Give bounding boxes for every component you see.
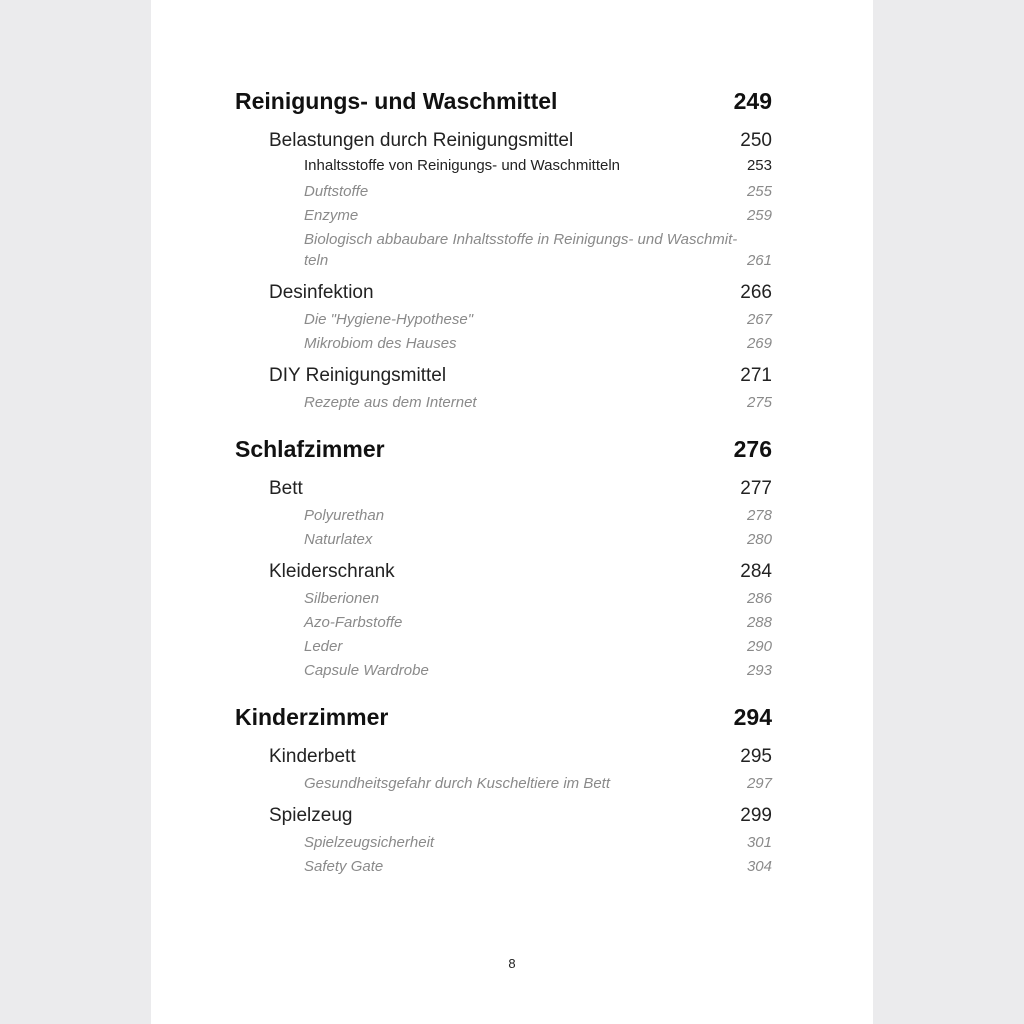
toc-section[interactable]: [235, 744, 772, 770]
toc-topic-page: 290: [746, 638, 772, 655]
toc-subsection-page: 253: [746, 157, 772, 174]
toc-topic-page: 259: [746, 207, 772, 224]
toc-topic-page: 269: [746, 335, 772, 352]
toc-section-page: 266: [740, 282, 772, 303]
toc-topic-page: 301: [746, 834, 772, 851]
toc-topic[interactable]: [235, 181, 772, 202]
toc-topic[interactable]: [235, 660, 772, 681]
toc-topic-page: 280: [746, 531, 772, 548]
toc-section[interactable]: [235, 559, 772, 585]
toc-topic-title: Polyurethan: [304, 507, 385, 524]
toc-topic-page: 288: [746, 614, 772, 631]
toc-topic-title: Silberionen: [304, 590, 380, 607]
toc-topic[interactable]: [235, 773, 772, 794]
toc-section-title: Belastungen durch Reinigungsmittel: [269, 130, 574, 151]
toc-section-title: Desinfektion: [269, 282, 374, 303]
toc-chapter-title: Reinigungs- und Waschmittel: [235, 88, 558, 114]
toc-topic-page: 297: [746, 775, 772, 792]
toc-topic[interactable]: [235, 636, 772, 657]
toc-section-title: Bett: [269, 478, 303, 499]
spacer: [235, 682, 772, 700]
toc-section-page: 295: [740, 746, 772, 767]
toc-chapter[interactable]: [235, 84, 772, 118]
toc-chapter-page: 249: [733, 88, 772, 114]
toc-topic-title: Die "Hygiene-Hypothese": [304, 311, 474, 328]
toc-section[interactable]: [235, 803, 772, 829]
toc-topic-page: 278: [746, 507, 772, 524]
toc-topic-title: Enzyme: [304, 207, 359, 224]
toc-section[interactable]: [235, 128, 772, 154]
toc-chapter-page: 294: [733, 704, 772, 730]
toc-topic-title: Azo-Farbstoffe: [304, 614, 403, 631]
toc-section[interactable]: [235, 280, 772, 306]
toc-topic[interactable]: [235, 505, 772, 526]
toc-topic[interactable]: [235, 309, 772, 330]
toc-topic[interactable]: [235, 333, 772, 354]
document-page: [151, 0, 873, 1024]
toc-topic-page: 293: [746, 662, 772, 679]
toc-section[interactable]: [235, 476, 772, 502]
toc-section-title: Kleiderschrank: [269, 561, 395, 582]
toc-section-page: 299: [740, 805, 772, 826]
toc-subsection[interactable]: [235, 154, 772, 178]
toc-section-page: 271: [740, 365, 772, 386]
toc-chapter-page: 276: [733, 436, 772, 462]
toc-section-page: 277: [740, 478, 772, 499]
toc-topic[interactable]: [235, 588, 772, 609]
toc-topic-page: 255: [746, 183, 772, 200]
toc-topic-title: Biologisch abbaubare Inhaltsstoffe in Reinigungs- und Waschmit-teln: [304, 231, 738, 269]
toc-topic[interactable]: [235, 205, 772, 226]
spacer: [235, 272, 772, 280]
toc-topic[interactable]: [235, 832, 772, 853]
toc-section-title: DIY Reinigungsmittel: [269, 365, 447, 386]
toc-topic-page: 261: [746, 252, 772, 269]
toc-section-page: 284: [740, 561, 772, 582]
toc-topic-page: 267: [746, 311, 772, 328]
toc-section-page: 250: [740, 130, 772, 151]
page-number: 8: [508, 956, 516, 971]
toc-topic[interactable]: [235, 529, 772, 550]
toc-topic-title: Spielzeugsicherheit: [304, 834, 435, 851]
toc-topic-page: 275: [746, 394, 772, 411]
toc-subsection-title: Inhaltsstoffe von Reinigungs- und Waschmitteln: [304, 157, 621, 174]
toc-chapter-title: Schlafzimmer: [235, 436, 385, 462]
toc-section-title: Spielzeug: [269, 805, 353, 826]
toc-topic-title: Rezepte aus dem Internet: [304, 394, 477, 411]
toc-topic-title: Duftstoffe: [304, 183, 369, 200]
toc-topic-title: Gesundheitsgefahr durch Kuscheltiere im Bett: [304, 775, 610, 792]
table-of-contents: [235, 84, 772, 878]
toc-topic[interactable]: [235, 856, 772, 877]
toc-topic[interactable]: [235, 392, 772, 413]
toc-topic-page: 304: [746, 858, 772, 875]
toc-topic-title: Mikrobiom des Hauses: [304, 335, 457, 352]
toc-topic[interactable]: [235, 612, 772, 633]
toc-topic-title: Naturlatex: [304, 531, 373, 548]
spacer: [235, 551, 772, 559]
toc-chapter[interactable]: [235, 700, 772, 734]
toc-section-title: Kinderbett: [269, 746, 356, 767]
toc-chapter[interactable]: [235, 432, 772, 466]
toc-topic[interactable]: [235, 229, 772, 271]
toc-topic-page: 286: [746, 590, 772, 607]
toc-topic-title: Leder: [304, 638, 343, 655]
spacer: [235, 795, 772, 803]
toc-section[interactable]: [235, 363, 772, 389]
toc-topic-title: Capsule Wardrobe: [304, 662, 429, 679]
spacer: [235, 355, 772, 363]
toc-chapter-title: Kinderzimmer: [235, 704, 389, 730]
toc-topic-title: Safety Gate: [304, 858, 384, 875]
spacer: [235, 414, 772, 432]
